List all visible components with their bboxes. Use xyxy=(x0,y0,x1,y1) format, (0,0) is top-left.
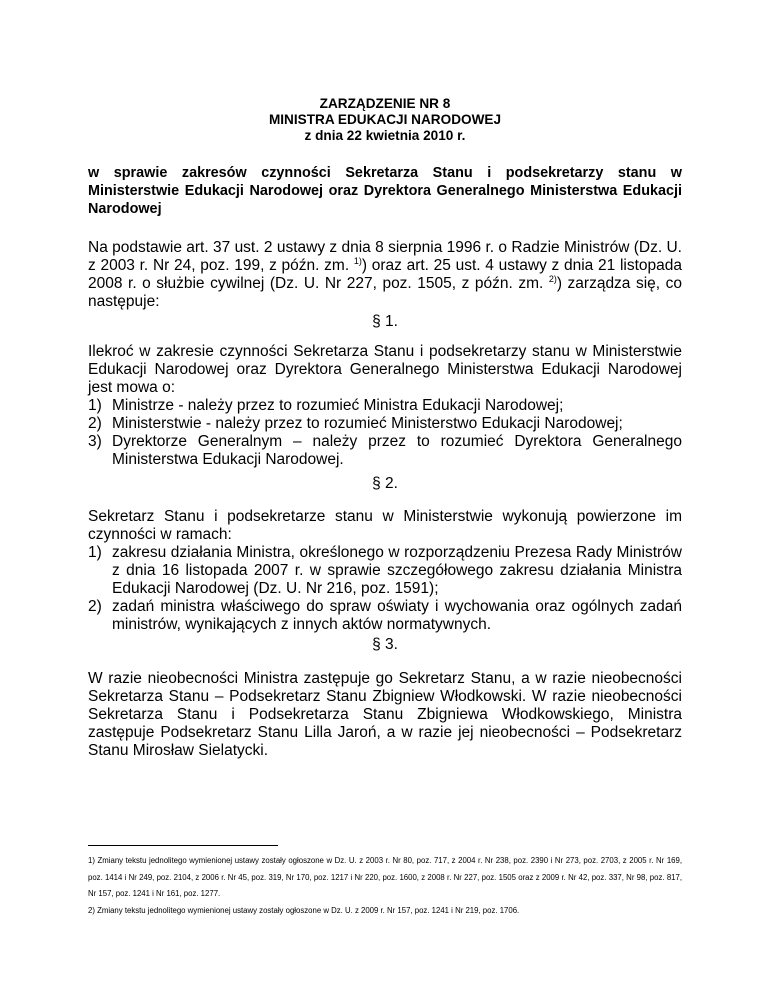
title-line-3: z dnia 22 kwietnia 2010 r. xyxy=(304,128,466,143)
list-item xyxy=(88,397,682,415)
legal-basis-part-3: ) zarządza się, co następuje: xyxy=(88,275,682,310)
section-1-body xyxy=(88,343,682,469)
footnote-ref-1: 1) xyxy=(353,255,362,266)
list-item xyxy=(88,544,682,598)
list-item xyxy=(88,433,682,469)
list-item-text: Ministrze - należy przez to rozumieć Ministra Edukacji Narodowej; xyxy=(112,397,564,414)
legal-basis-part-2: ) oraz art. 25 ust. 4 ustawy z dnia 21 listopada 2008 r. o służbie cywilnej (Dz. U. Nr 227, poz. 1505, z późn. zm. xyxy=(88,257,682,292)
list-item-number: 3) xyxy=(88,433,102,450)
title-line-2: MINISTRA EDUKACJI NARODOWEJ xyxy=(268,112,502,127)
list-item-text: zadań ministra właściwego do spraw oświaty i wychowania oraz ogólnych zadań ministrów, wynikających z innych aktów normatywnych. xyxy=(112,598,682,633)
section-2-list xyxy=(88,544,682,634)
legal-basis xyxy=(88,239,682,311)
section-1-intro: Ilekroć w zakresie czynności Sekretarza Stanu i podsekretarzy stanu w Ministerstwie Edukacji Narodowej oraz Dyrektora Generalnego Ministerstwa Edukacji Narodowej jest mowa o: xyxy=(88,343,682,396)
list-item-text: Dyrektorze Generalnym – należy przez to rozumieć Dyrektora Generalnego Ministerstwa Edukacji Narodowej. xyxy=(112,433,682,468)
list-item-number: 2) xyxy=(88,598,102,615)
list-item-text: Ministerstwie - należy przez to rozumieć Ministerstwo Edukacji Narodowej; xyxy=(112,415,623,432)
document-page xyxy=(88,0,682,994)
list-item-number: 1) xyxy=(88,397,102,414)
section-3-sign: § 3. xyxy=(372,636,398,653)
section-1-sign: § 1. xyxy=(372,313,398,330)
list-item xyxy=(88,598,682,634)
document-subject: w sprawie zakresów czynności Sekretarza Stanu i podsekretarzy stanu w Ministerstwie Edukacji Narodowej oraz Dyrektora Generalnego Ministerstwa Edukacji Narodowej xyxy=(88,165,682,217)
list-item-number: 1) xyxy=(88,544,102,561)
section-3-body xyxy=(88,670,682,760)
footnote-divider xyxy=(88,845,278,846)
section-1-list xyxy=(88,397,682,469)
document-title xyxy=(88,96,682,144)
section-2-intro: Sekretarz Stanu i podsekretarze stanu w Ministerstwie wykonują powierzone im czynności w ramach: xyxy=(88,508,682,543)
legal-basis-part-1: Na podstawie art. 37 ust. 2 ustawy z dnia 8 sierpnia 1996 r. o Radzie Ministrów (Dz. U. z 2003 r. Nr 24, poz. 199, z późn. zm. xyxy=(88,239,682,274)
section-2-sign: § 2. xyxy=(372,475,398,492)
title-line-1: ZARZĄDZENIE NR 8 xyxy=(319,96,451,111)
footnotes xyxy=(88,853,682,919)
section-3-text: W razie nieobecności Ministra zastępuje go Sekretarz Stanu, a w razie nieobecności Sekretarza Stanu – Podsekretarz Stanu Zbigniew Włodkowski. W razie nieobecności Sekretarza Stanu i Podsekretarza Stanu Zbigniewa Włodkowskiego, Ministra zastępuje Podsekretarz Stanu Lilla Jaroń, a w razie jej nieobecności – Podsekretarz Stanu Mirosław Sielatycki. xyxy=(88,670,682,759)
list-item-number: 2) xyxy=(88,415,102,432)
section-2-body xyxy=(88,508,682,634)
footnote-1: 1) Zmiany tekstu jednolitego wymienionej ustawy zostały ogłoszone w Dz. U. z 2003 r. Nr 80, poz. 717, z 2004 r. Nr 238, poz. 2390 i Nr 273, poz. 2703, z 2005 r. Nr 169, poz. 1414 i Nr 249, poz. 2104, z 2006 r. Nr 45, poz. 319, Nr 170, poz. 1217 i Nr 220, poz. 1600, z 2008 r. Nr 227, poz. 1505 oraz z 2009 r. Nr 42, poz. 337, Nr 98, poz. 817, Nr 157, poz. 1241 i Nr 161, poz. 1277. xyxy=(88,856,682,898)
footnote-ref-2: 2) xyxy=(548,273,557,284)
footnote-2: 2) Zmiany tekstu jednolitego wymienionej ustawy zostały ogłoszone w Dz. U. z 2009 r. Nr 157, poz. 1241 i Nr 219, poz. 1706. xyxy=(88,905,520,915)
list-item-text: zakresu działania Ministra, określonego w rozporządzeniu Prezesa Rady Ministrów z dnia 16 listopada 2007 r. w sprawie szczegółowego zakresu działania Ministra Edukacji Narodowej (Dz. U. Nr 216, poz. 1591); xyxy=(112,544,682,597)
list-item xyxy=(88,415,682,433)
